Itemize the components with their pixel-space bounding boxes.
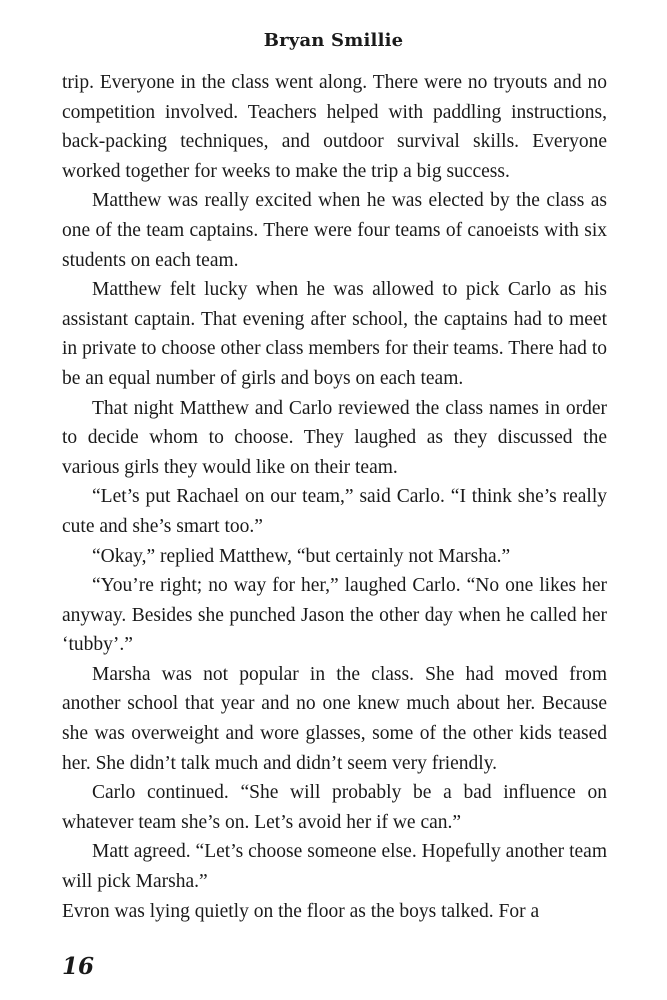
paragraph: Matthew felt lucky when he was allowed to pick Carlo as his assistant captain. That evening after school, the captains had to meet in private to choose other class members for their teams. There had to be an equal number of girls and boys on each team. bbox=[62, 279, 607, 389]
paragraph: “Okay,” replied Matthew, “but certainly not Marsha.” bbox=[92, 545, 511, 567]
paragraph: trip. Everyone in the class went along. There were no tryouts and no competition involved. Teachers helped with paddling instructions, back-packing techniques, and outdoor survival skills. Everyone worked together for weeks to make the trip a big success. bbox=[62, 72, 607, 182]
body-text bbox=[62, 68, 607, 926]
paragraph: Marsha was not popular in the class. She had moved from another school that year and no one knew much about her. Because she was overweight and wore glasses, some of the other kids teased her. She didn’t talk much and didn’t seem very friendly. bbox=[62, 663, 607, 774]
paragraph: That night Matthew and Carlo reviewed the class names in order to decide whom to choose. They laughed as they discussed the various girls they would like on their team. bbox=[62, 397, 607, 478]
paragraph: Matt agreed. “Let’s choose someone else. Hopefully another team will pick Marsha.” bbox=[62, 841, 607, 893]
page-number: 16 bbox=[62, 953, 95, 980]
running-head: Bryan Smillie bbox=[263, 30, 404, 51]
paragraph: Carlo continued. “She will probably be a bad influence on whatever team she’s on. Let’s avoid her if we can.” bbox=[62, 782, 607, 833]
paragraph: Matthew was really excited when he was elected by the class as one of the team captains. There were four teams of canoeists with six students on each team. bbox=[62, 190, 607, 271]
paragraph: “Let’s put Rachael on our team,” said Carlo. “I think she’s really cute and she’s smart too.” bbox=[62, 486, 607, 537]
paragraph: “You’re right; no way for her,” laughed Carlo. “No one likes her anyway. Besides she punched Jason the other day when he called her ‘tubby’.” bbox=[62, 575, 607, 656]
paragraph: Evron was lying quietly on the floor as the boys talked. For a bbox=[62, 900, 540, 922]
